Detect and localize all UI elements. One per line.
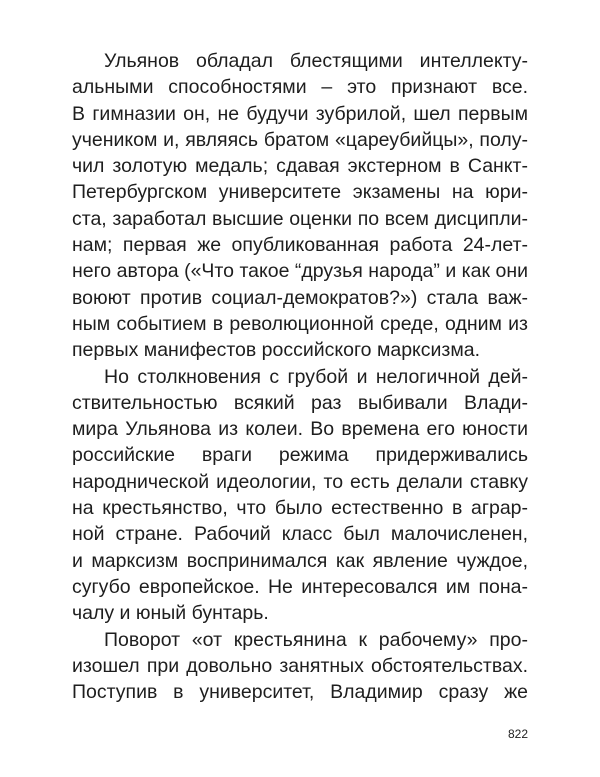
page-number: 822 xyxy=(507,727,528,741)
text-line: ствительностью всякий раз выбивали Влади- xyxy=(72,391,528,414)
text-line: нам; первая же опубликованная работа 24-лет- xyxy=(72,234,528,257)
text-line: ста, заработал высшие оценки по всем дисципли- xyxy=(72,207,528,230)
text-line: альными способностями – это признают все. xyxy=(72,76,528,99)
text-line: сугубо европейское. Не интересовался им пона- xyxy=(72,575,528,598)
text-line: изошел при довольно занятных обстоятельствах. xyxy=(72,654,528,677)
text-line: Петербургском университете экзамены на юри- xyxy=(72,181,528,204)
text-line: Поступив в университет, Владимир сразу же xyxy=(72,681,528,704)
text-line: В гимназии он, не будучи зубрилой, шел первым xyxy=(72,102,528,125)
text-line: чалу и юный бунтарь. xyxy=(72,602,269,625)
text-line: и марксизм воспринимался как явление чуждое, xyxy=(72,549,528,572)
text-line: воюют против социал-демократов?») стала важ- xyxy=(72,286,528,309)
text-line: мира Ульянова из колеи. Во времена его юности xyxy=(72,418,528,441)
text-line: учеником и, являясь братом «цареубийцы», полу- xyxy=(72,128,528,151)
text-line: народнической идеологии, то есть делали ставку xyxy=(72,470,528,493)
text-line: Но столкновения с грубой и нелогичной дей- xyxy=(104,365,528,388)
text-line: чил золотую медаль; сдавая экстерном в Санкт- xyxy=(72,155,528,178)
text-line: первых манифестов российского марксизма. xyxy=(72,339,481,362)
text-line: на крестьянство, что было естественно в аграр- xyxy=(72,497,528,520)
text-line: Ульянов обладал блестящими интеллекту- xyxy=(104,50,528,72)
text-line: ной стране. Рабочий класс был малочисленен, xyxy=(72,523,528,546)
text-line: российские враги режима придерживались xyxy=(72,444,528,467)
text-line: Поворот «от крестьянина к рабочему» про- xyxy=(104,628,528,651)
body-text xyxy=(72,48,528,705)
text-line: него автора («Что такое “друзья народа” и как они xyxy=(72,260,528,283)
text-line: ным событием в революционной среде, одним из xyxy=(72,312,528,335)
